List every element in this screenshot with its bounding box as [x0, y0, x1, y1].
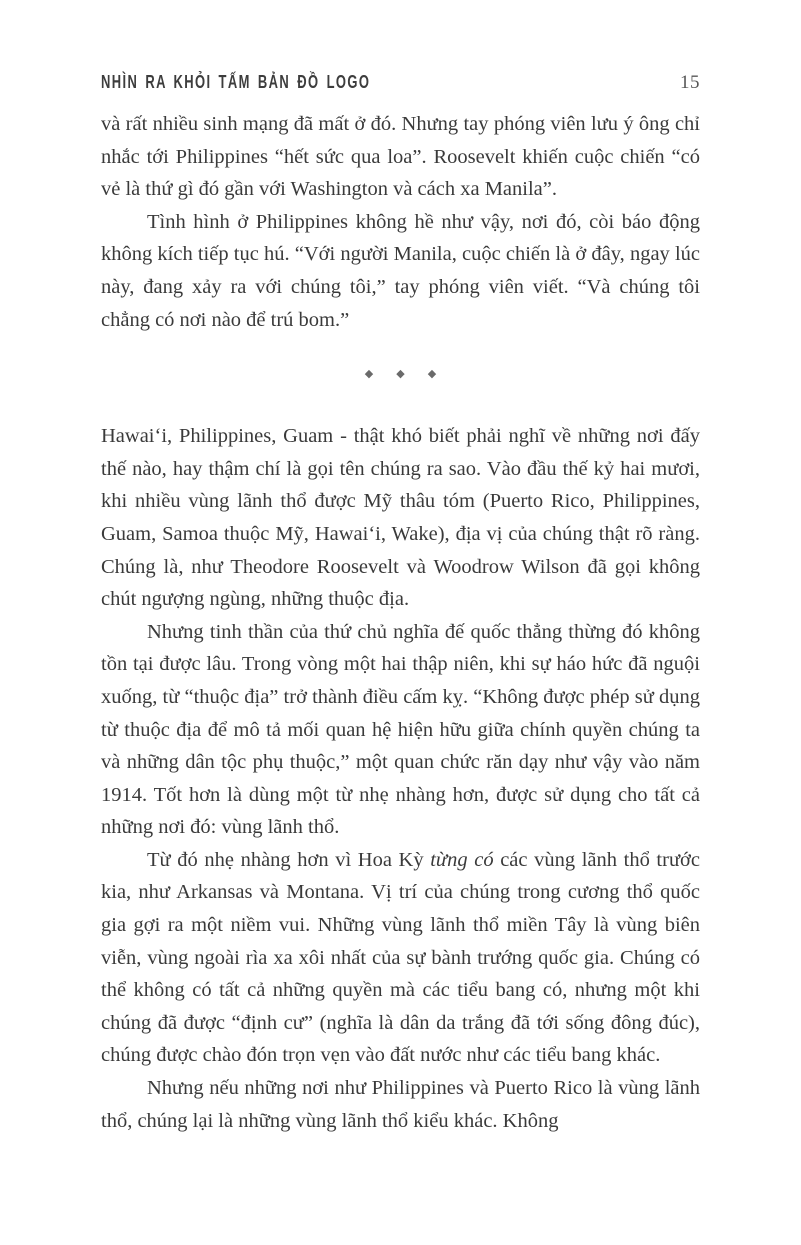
- paragraph-1-text: và rất nhiều sinh mạng đã mất ở đó. Nhưng tay phóng viên lưu ý ông chỉ nhắc tới Philippines “hết sức qua loa”. Roosevelt khiến cuộc chiến “có vẻ là thứ gì đó gần với Washington và cách xa Manila”.: [101, 113, 700, 201]
- paragraph-3: [101, 420, 700, 616]
- paragraph-2-text: Tình hình ở Philippines không hề như vậy, nơi đó, còi báo động không kích tiếp tục hú. “Với người Manila, cuộc chiến là ở đây, ngay lúc này, đang xảy ra với chúng tôi,” tay phóng viên viết. “Và chúng tôi chẳng có nơi nào để trú bom.”: [101, 210, 700, 331]
- paragraph-5-italic: từng có: [430, 848, 494, 871]
- paragraph-4-text: Nhưng tinh thần của thứ chủ nghĩa đế quốc thẳng thừng đó không tồn tại được lâu. Trong vòng một hai thập niên, khi sự háo hức đã nguội xuống, từ “thuộc địa” trở thành điều cấm kỵ. “Không được phép sử dụng từ thuộc địa để mô tả mối quan hệ hiện hữu giữa chính quyền chúng ta và những dân tộc phụ thuộc,” một quan chức răn dạy như vậy vào năm 1914. Tốt hơn là dùng một từ nhẹ nhàng hơn, được sử dụng cho tất cả những nơi đó: vùng lãnh thổ.: [101, 620, 700, 839]
- paragraph-1: [101, 108, 700, 206]
- paragraph-5-post: các vùng lãnh thổ trước kia, như Arkansas và Montana. Vị trí của chúng trong cương thổ quốc gia gợi ra một niềm vui. Những vùng lãnh thổ miền Tây là vùng biên viễn, vùng ngoài rìa xa xôi nhất của sự bành trướng quốc gia. Chúng có thể không có tất cả những quyền mà các tiểu bang có, nhưng một khi chúng đã được “định cư” (nghĩa là dân da trắng đã tới sống đông đúc), chúng được chào đón trọn vẹn vào đất nước như các tiểu bang khác.: [101, 848, 701, 1067]
- body-text: [101, 108, 700, 1137]
- diamond-icon: ◆: [427, 366, 437, 380]
- paragraph-5-pre: Từ đó nhẹ nhàng hơn vì Hoa Kỳ: [147, 848, 431, 871]
- section-separator: [101, 358, 700, 390]
- page-header: [101, 71, 700, 94]
- paragraph-4: [101, 616, 700, 844]
- paragraph-5: [101, 844, 700, 1072]
- paragraph-6: [101, 1072, 700, 1137]
- running-title: NHÌN RA KHỎI TẤM BẢN ĐỒ LOGO: [101, 71, 371, 92]
- paragraph-3-text: Hawaiʻi, Philippines, Guam - thật khó biết phải nghĩ về những nơi đấy thế nào, hay thậm chí là gọi tên chúng ra sao. Vào đầu thế kỷ hai mươi, khi nhiều vùng lãnh thổ được Mỹ thâu tóm (Puerto Rico, Philippines, Guam, Samoa thuộc Mỹ, Hawaiʻi, Wake), địa vị của chúng thật rõ ràng. Chúng là, như Theodore Roosevelt và Woodrow Wilson đã gọi không chút ngượng ngùng, những thuộc địa.: [101, 425, 700, 611]
- paragraph-2: [101, 206, 700, 336]
- page-number: 15: [680, 72, 700, 93]
- diamond-icon: ◆: [396, 366, 405, 380]
- diamond-icon: ◆: [364, 366, 374, 380]
- paragraph-6-text: Nhưng nếu những nơi như Philippines và Puerto Rico là vùng lãnh thổ, chúng lại là những vùng lãnh thổ kiểu khác. Không: [101, 1077, 700, 1132]
